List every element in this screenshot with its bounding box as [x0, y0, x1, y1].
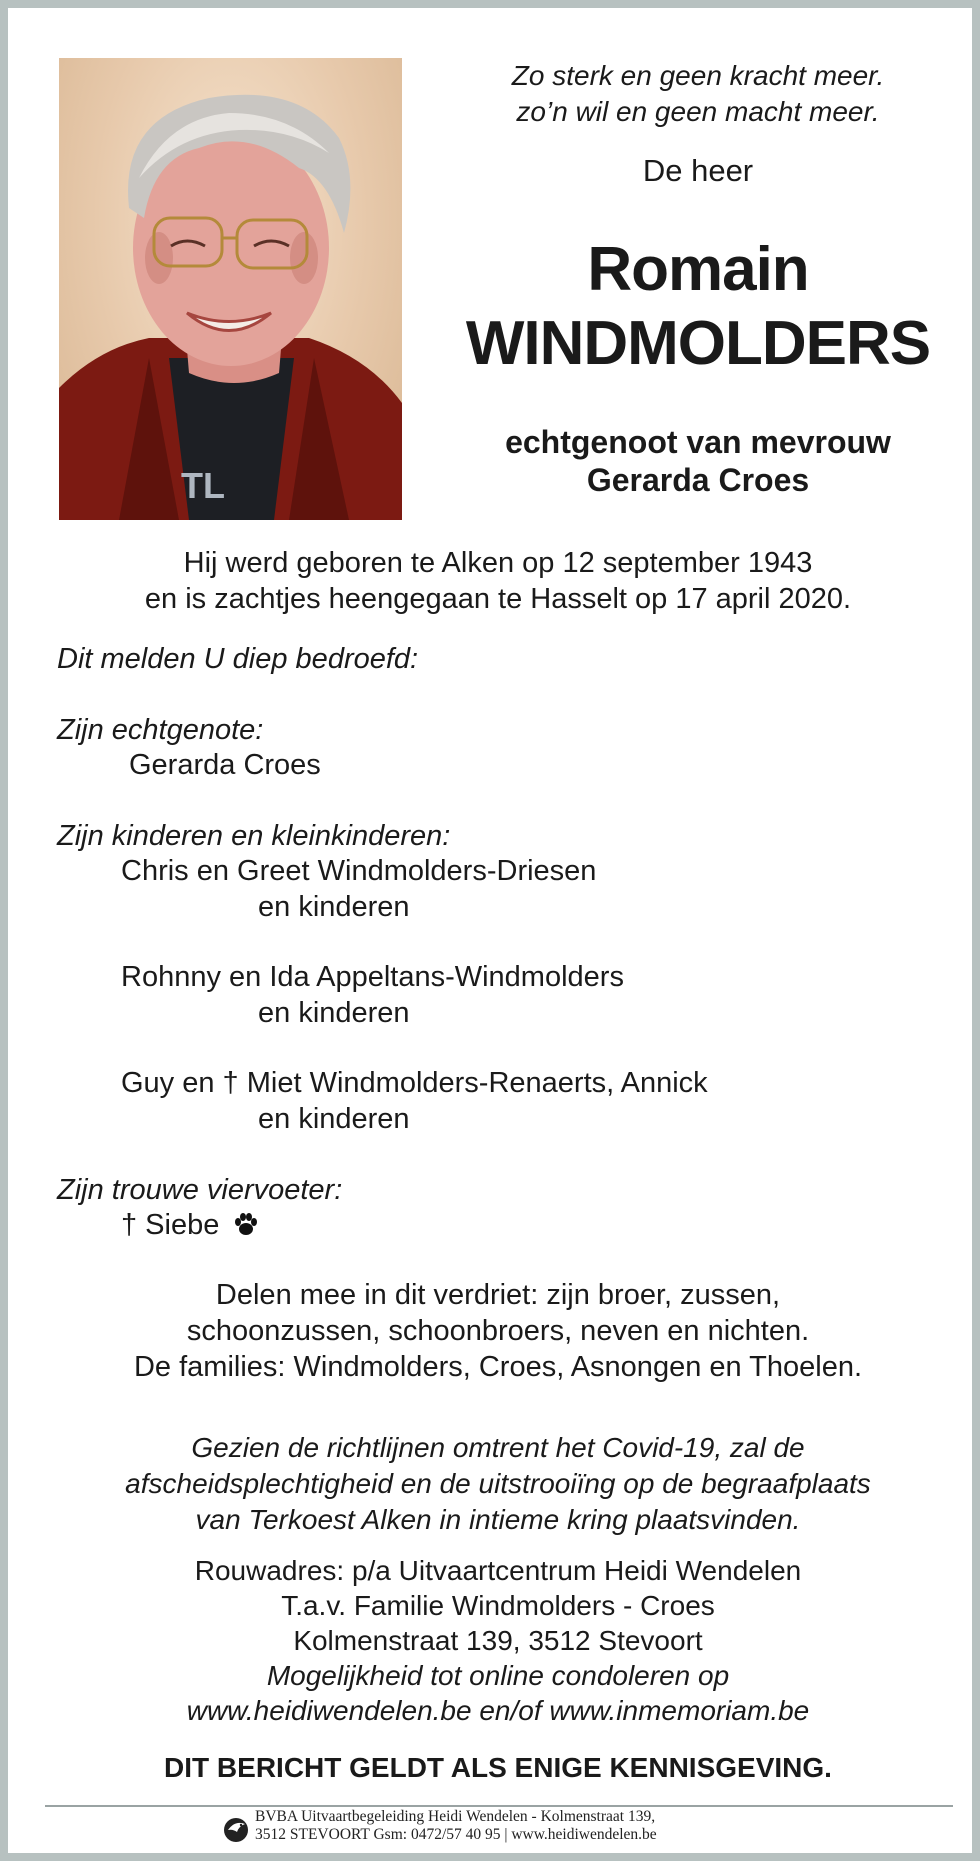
pet-name: † Siebe [121, 1209, 220, 1241]
child-family-2-sub: en kinderen [258, 997, 410, 1029]
sharing-block [48, 1277, 948, 1385]
address-block [48, 1553, 948, 1728]
condolence-line: Mogelijkheid tot online condoleren op [266, 1660, 730, 1691]
covid-line-3: van Terkoest Alken in intieme kring plaatsvinden. [195, 1504, 801, 1535]
child-family-1: Chris en Greet Windmolders-Driesen [121, 855, 597, 887]
child-family-3: Guy en † Miet Windmolders-Renaerts, Annick [121, 1067, 708, 1099]
footer-line-1: BVBA Uitvaartbegeleiding Heidi Wendelen - Kolmenstraat 139, [255, 1808, 656, 1825]
address-line-2: T.a.v. Familie Windmolders - Croes [281, 1590, 715, 1621]
svg-text:TL: TL [181, 465, 225, 506]
sole-notice: DIT BERICHT GELDT ALS ENIGE KENNISGEVING. [164, 1752, 832, 1783]
footer-text [221, 1808, 781, 1844]
spouse-label: echtgenoot van mevrouw [505, 424, 891, 460]
first-name: Romain [587, 235, 809, 304]
deceased-name [438, 233, 958, 381]
covid-note [48, 1430, 948, 1538]
last-name: WINDMOLDERS [465, 309, 931, 378]
announcement: Dit melden U diep bedroefd: [57, 643, 419, 675]
children-heading: Zijn kinderen en kleinkinderen: [57, 820, 451, 852]
spouse-entry: Gerarda Croes [129, 749, 321, 781]
sharing-line-1: Delen mee in dit verdriet: zijn broer, zussen, [215, 1279, 781, 1311]
sharing-line-2: schoonzussen, schoonbroers, neven en nichten. [186, 1315, 810, 1347]
poem [438, 58, 958, 130]
birth-info [48, 545, 948, 617]
spouse-block [438, 423, 958, 499]
child-family-1-sub: en kinderen [258, 891, 410, 923]
pet-heading: Zijn trouwe viervoeter: [57, 1174, 343, 1206]
poem-line-1: Zo sterk en geen kracht meer. [511, 60, 885, 91]
spouse-name: Gerarda Croes [586, 462, 810, 498]
obituary-card [8, 8, 972, 1853]
condolence-websites: www.heidiwendelen.be en/of www.inmemoriam.be [186, 1695, 810, 1726]
salutation: De heer [642, 153, 754, 188]
spouse-heading: Zijn echtgenote: [57, 714, 264, 746]
footer-line-2: 3512 STEVOORT Gsm: 0472/57 40 95 | www.heidiwendelen.be [255, 1826, 657, 1843]
portrait-illustration [59, 58, 402, 520]
poem-line-2: zo’n wil en geen macht meer. [516, 96, 880, 127]
child-family-2: Rohnny en Ida Appeltans-Windmolders [121, 961, 624, 993]
paw-icon [233, 1210, 259, 1246]
pet-entry [121, 1207, 259, 1246]
birth-line-2: en is zachtjes heengegaan te Hasselt op 17 april 2020. [144, 583, 852, 615]
sharing-line-3: De families: Windmolders, Croes, Asnongen en Thoelen. [133, 1351, 863, 1383]
covid-line-1: Gezien de richtlijnen omtrent het Covid-19, zal de [191, 1432, 805, 1463]
birth-line-1: Hij werd geboren te Alken op 12 september 1943 [183, 547, 813, 579]
portrait-photo [59, 58, 402, 520]
address-line-3: Kolmenstraat 139, 3512 Stevoort [293, 1625, 703, 1656]
address-line-1: Rouwadres: p/a Uitvaartcentrum Heidi Wendelen [194, 1555, 802, 1586]
child-family-3-sub: en kinderen [258, 1103, 410, 1135]
covid-line-2: afscheidsplechtigheid en de uitstrooiïng op de begraafplaats [125, 1468, 871, 1499]
footer-divider [45, 1805, 953, 1807]
